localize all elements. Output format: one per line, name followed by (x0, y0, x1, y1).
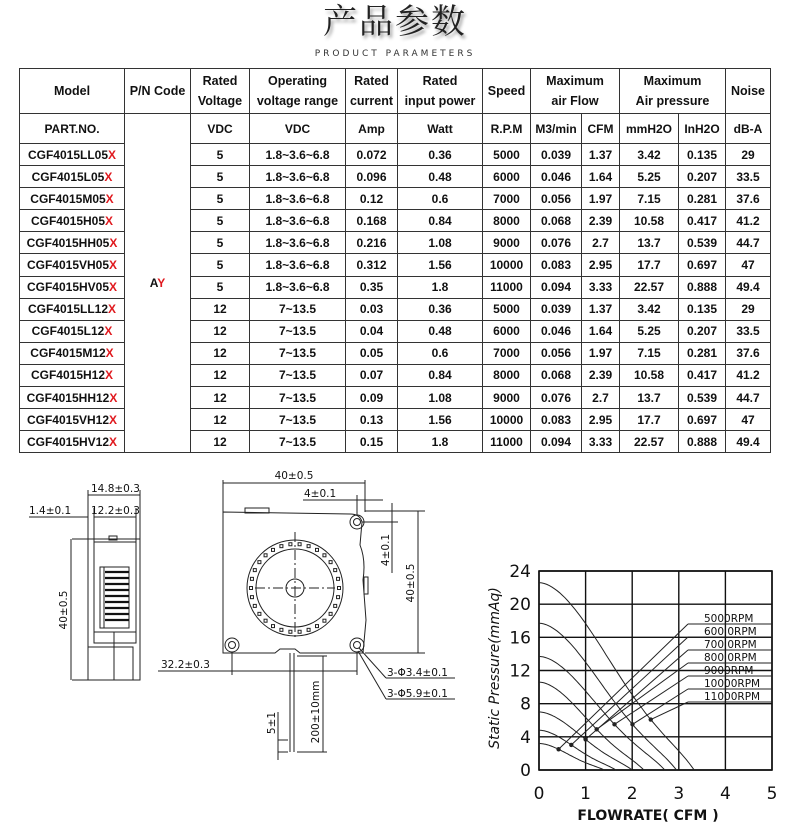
cell-db: 44.7 (726, 232, 771, 254)
cell-inh2o: 0.697 (679, 409, 726, 431)
cell-watt: 0.36 (398, 298, 483, 320)
cell-inh2o: 0.697 (679, 254, 726, 276)
cell-m3: 0.039 (531, 298, 582, 320)
dim-side-offset: 1.4±0.1 (29, 505, 72, 517)
cell-watt: 1.8 (398, 276, 483, 298)
model-cell: CGF4015L12X (20, 320, 125, 342)
cell-amp: 0.13 (346, 409, 398, 431)
cell-amp: 0.15 (346, 431, 398, 453)
cell-amp: 0.168 (346, 210, 398, 232)
cell-inh2o: 0.135 (679, 144, 726, 166)
cell-v: 5 (191, 144, 250, 166)
cell-cfm: 3.33 (582, 276, 620, 298)
model-cell: CGF4015LL05X (20, 144, 125, 166)
cell-mmh2o: 17.7 (620, 254, 679, 276)
cell-rpm: 5000 (483, 144, 531, 166)
cell-db: 37.6 (726, 342, 771, 364)
model-cell: CGF4015H05X (20, 210, 125, 232)
dim-front-hole-offset-y: 4±0.1 (380, 533, 392, 567)
chart-legend-label: 10000RPM (704, 678, 761, 690)
model-cell: CGF4015H12X (20, 364, 125, 386)
cell-mmh2o: 13.7 (620, 387, 679, 409)
cell-watt: 1.08 (398, 232, 483, 254)
dim-hole-large: 3-Φ5.9±0.1 (387, 688, 448, 700)
cell-m3: 0.046 (531, 166, 582, 188)
cell-amp: 0.05 (346, 342, 398, 364)
unit-m3min: M3/min (531, 114, 582, 144)
cell-range: 1.8~3.6~6.8 (250, 166, 346, 188)
cell-rpm: 10000 (483, 254, 531, 276)
header-pn-code: P/N Code (125, 69, 191, 114)
impeller-tooth (289, 630, 292, 633)
cell-range: 1.8~3.6~6.8 (250, 210, 346, 232)
cell-range: 1.8~3.6~6.8 (250, 276, 346, 298)
cell-db: 47 (726, 254, 771, 276)
chart-ytick-label: 4 (520, 727, 531, 748)
cell-amp: 0.03 (346, 298, 398, 320)
header-operating-range: Operating voltage range (250, 69, 346, 114)
cell-cfm: 2.7 (582, 387, 620, 409)
unit-inh2o: InH2O (679, 114, 726, 144)
chart-xtick-label: 0 (533, 784, 545, 804)
cell-m3: 0.056 (531, 342, 582, 364)
chart-ytick-label: 24 (509, 562, 531, 582)
cell-db: 33.5 (726, 320, 771, 342)
dim-wire-length: 200±10mm (310, 680, 322, 744)
cell-inh2o: 0.135 (679, 298, 726, 320)
unit-dba: dB-A (726, 114, 771, 144)
cell-cfm: 1.37 (582, 298, 620, 320)
cell-cfm: 1.97 (582, 188, 620, 210)
cell-inh2o: 0.417 (679, 210, 726, 232)
impeller-tooth (323, 619, 326, 622)
cell-v: 5 (191, 188, 250, 210)
cell-mmh2o: 10.58 (620, 210, 679, 232)
impeller-tooth (258, 612, 261, 615)
cell-watt: 1.56 (398, 254, 483, 276)
cell-rpm: 9000 (483, 387, 531, 409)
chart-xlabel: FLOWRATE( CFM ) (577, 808, 719, 824)
cell-amp: 0.096 (346, 166, 398, 188)
side-view (29, 490, 140, 680)
impeller-tooth (337, 577, 340, 580)
unit-rpm: R.P.M (483, 114, 531, 144)
cell-cfm: 1.37 (582, 144, 620, 166)
impeller-tooth (307, 628, 310, 631)
impeller-tooth (250, 587, 253, 590)
cell-db: 33.5 (726, 166, 771, 188)
dim-hole-spacing: 32.2±0.3 (161, 659, 210, 671)
cell-db: 37.6 (726, 188, 771, 210)
cell-range: 1.8~3.6~6.8 (250, 188, 346, 210)
model-cell: CGF4015HV12X (20, 431, 125, 453)
impeller-tooth (264, 554, 267, 557)
cell-mmh2o: 5.25 (620, 166, 679, 188)
unit-vdc: VDC (191, 114, 250, 144)
cell-rpm: 11000 (483, 276, 531, 298)
chart-ytick-label: 0 (520, 761, 531, 781)
cell-inh2o: 0.281 (679, 188, 726, 210)
impeller-tooth (264, 619, 267, 622)
impeller-tooth (258, 561, 261, 564)
cell-mmh2o: 22.57 (620, 276, 679, 298)
cell-amp: 0.216 (346, 232, 398, 254)
impeller-tooth (298, 543, 301, 546)
cell-range: 1.8~3.6~6.8 (250, 232, 346, 254)
impeller-tooth (334, 569, 337, 572)
cell-v: 5 (191, 232, 250, 254)
cell-m3: 0.056 (531, 188, 582, 210)
cell-rpm: 7000 (483, 188, 531, 210)
cell-m3: 0.083 (531, 254, 582, 276)
cell-v: 12 (191, 431, 250, 453)
cell-db: 41.2 (726, 364, 771, 386)
cell-rpm: 5000 (483, 298, 531, 320)
header-rated-current: Rated current (346, 69, 398, 114)
chart-xtick-label: 3 (673, 784, 685, 804)
cell-watt: 1.08 (398, 387, 483, 409)
unit-part-no: PART.NO. (20, 114, 125, 144)
cell-amp: 0.04 (346, 320, 398, 342)
cell-mmh2o: 7.15 (620, 188, 679, 210)
impeller-tooth (316, 625, 319, 628)
cell-range: 7~13.5 (250, 387, 346, 409)
cell-cfm: 1.64 (582, 166, 620, 188)
cell-rpm: 6000 (483, 166, 531, 188)
impeller-tooth (253, 569, 256, 572)
cell-inh2o: 0.281 (679, 342, 726, 364)
impeller-tooth (316, 548, 319, 551)
impeller-tooth (289, 543, 292, 546)
cell-m3: 0.039 (531, 144, 582, 166)
model-cell: CGF4015M12X (20, 342, 125, 364)
cell-mmh2o: 3.42 (620, 144, 679, 166)
impeller-tooth (280, 628, 283, 631)
cell-cfm: 1.97 (582, 342, 620, 364)
cell-mmh2o: 10.58 (620, 364, 679, 386)
cell-v: 12 (191, 298, 250, 320)
cell-range: 7~13.5 (250, 342, 346, 364)
cell-db: 44.7 (726, 387, 771, 409)
pn-code-cell: AY (125, 114, 191, 453)
cell-inh2o: 0.539 (679, 232, 726, 254)
chart-arrow-head (594, 727, 598, 731)
unit-cfm: CFM (582, 114, 620, 144)
header-noise: Noise (726, 69, 771, 114)
cell-inh2o: 0.539 (679, 387, 726, 409)
chart-legend-label: 5000RPM (704, 613, 754, 625)
cell-db: 49.4 (726, 431, 771, 453)
cell-inh2o: 0.888 (679, 431, 726, 453)
cell-db: 29 (726, 144, 771, 166)
cell-inh2o: 0.888 (679, 276, 726, 298)
cell-m3: 0.094 (531, 431, 582, 453)
impeller-tooth (250, 596, 253, 599)
cell-amp: 0.35 (346, 276, 398, 298)
impeller-tooth (250, 577, 253, 580)
cell-mmh2o: 3.42 (620, 298, 679, 320)
chart-ytick-label: 16 (509, 628, 531, 649)
cell-db: 47 (726, 409, 771, 431)
cell-range: 7~13.5 (250, 364, 346, 386)
impeller-tooth (253, 604, 256, 607)
cell-amp: 0.07 (346, 364, 398, 386)
chart-series-line (539, 583, 694, 770)
dim-front-width: 40±0.5 (274, 470, 314, 482)
cell-watt: 0.36 (398, 144, 483, 166)
cell-mmh2o: 22.57 (620, 431, 679, 453)
impeller-tooth (334, 604, 337, 607)
pressure-flow-chart (509, 562, 777, 804)
dim-wire-strip: 5±1 (266, 711, 278, 735)
model-cell: CGF4015VH05X (20, 254, 125, 276)
cell-watt: 0.48 (398, 320, 483, 342)
cell-db: 41.2 (726, 210, 771, 232)
header-air-flow: Maximum air Flow (531, 69, 620, 114)
unit-amp: Amp (346, 114, 398, 144)
cell-amp: 0.312 (346, 254, 398, 276)
model-cell: CGF4015M05X (20, 188, 125, 210)
cell-v: 12 (191, 387, 250, 409)
cell-mmh2o: 13.7 (620, 232, 679, 254)
model-cell: CGF4015L05X (20, 166, 125, 188)
cell-amp: 0.09 (346, 387, 398, 409)
cell-v: 5 (191, 166, 250, 188)
cell-amp: 0.072 (346, 144, 398, 166)
front-view (158, 480, 455, 760)
cell-v: 5 (191, 254, 250, 276)
impeller-tooth (323, 554, 326, 557)
cell-cfm: 2.95 (582, 254, 620, 276)
dim-front-height: 40±0.5 (405, 563, 417, 603)
cell-watt: 0.6 (398, 342, 483, 364)
cell-cfm: 2.95 (582, 409, 620, 431)
model-cell: CGF4015LL12X (20, 298, 125, 320)
cell-v: 12 (191, 320, 250, 342)
chart-xtick-label: 5 (766, 784, 778, 804)
model-cell: CGF4015HV05X (20, 276, 125, 298)
model-cell: CGF4015HH12X (20, 387, 125, 409)
impeller-tooth (329, 561, 332, 564)
chart-xtick-label: 1 (580, 784, 592, 804)
chart-legend-label: 700 0RPM (704, 639, 757, 651)
impeller-tooth (272, 625, 275, 628)
chart-ylabel: Static Pressure(mmAq) (487, 587, 503, 749)
cell-watt: 1.8 (398, 431, 483, 453)
chart-arrow-head (583, 737, 587, 741)
cell-cfm: 1.64 (582, 320, 620, 342)
chart-ytick-label: 12 (509, 661, 531, 682)
chart-ytick-label: 20 (509, 595, 531, 616)
impeller-tooth (307, 545, 310, 548)
chart-xtick-label: 4 (719, 784, 731, 804)
chart-legend-label: 600 0RPM (704, 626, 757, 638)
cell-watt: 0.48 (398, 166, 483, 188)
cell-cfm: 3.33 (582, 431, 620, 453)
cell-m3: 0.076 (531, 232, 582, 254)
cell-mmh2o: 5.25 (620, 320, 679, 342)
cell-v: 5 (191, 276, 250, 298)
impeller-tooth (329, 612, 332, 615)
chart-series-line (539, 744, 604, 771)
cell-rpm: 10000 (483, 409, 531, 431)
chart-ytick-label: 8 (520, 694, 531, 715)
cell-rpm: 11000 (483, 431, 531, 453)
model-cell: CGF4015HH05X (20, 232, 125, 254)
cell-cfm: 2.39 (582, 364, 620, 386)
cell-inh2o: 0.207 (679, 320, 726, 342)
cell-range: 7~13.5 (250, 409, 346, 431)
cell-m3: 0.068 (531, 210, 582, 232)
chart-xtick-label: 2 (626, 784, 638, 804)
cell-inh2o: 0.207 (679, 166, 726, 188)
cell-range: 7~13.5 (250, 431, 346, 453)
cell-watt: 0.84 (398, 364, 483, 386)
cell-range: 7~13.5 (250, 320, 346, 342)
cell-m3: 0.094 (531, 276, 582, 298)
cell-db: 29 (726, 298, 771, 320)
cell-rpm: 9000 (483, 232, 531, 254)
impeller-tooth (280, 545, 283, 548)
cell-db: 49.4 (726, 276, 771, 298)
cell-m3: 0.046 (531, 320, 582, 342)
cell-m3: 0.068 (531, 364, 582, 386)
cell-range: 1.8~3.6~6.8 (250, 144, 346, 166)
page-title: 产品参数 (323, 2, 467, 42)
cell-watt: 0.6 (398, 188, 483, 210)
chart-legend-label: 11000RPM (704, 691, 761, 703)
dim-hole-small: 3-Φ3.4±0.1 (387, 667, 448, 679)
unit-vdc-range: VDC (250, 114, 346, 144)
dim-front-hole-offset-x: 4±0.1 (304, 488, 337, 500)
chart-arrow-head (556, 747, 560, 751)
chart-arrow-head (612, 722, 616, 726)
cell-inh2o: 0.417 (679, 364, 726, 386)
chart-leader-line (559, 624, 688, 749)
cell-rpm: 8000 (483, 364, 531, 386)
chart-arrow-head (569, 743, 573, 747)
cell-range: 7~13.5 (250, 298, 346, 320)
cell-m3: 0.076 (531, 387, 582, 409)
unit-mmh2o: mmH2O (620, 114, 679, 144)
header-speed: Speed (483, 69, 531, 114)
chart-legend-label: 800 0RPM (704, 652, 757, 664)
cell-mmh2o: 7.15 (620, 342, 679, 364)
chart-arrow-head (649, 717, 653, 721)
dim-side-width-inner: 12.2±0.3 (91, 505, 140, 517)
chart-legend-label: 9000RPM (704, 665, 754, 677)
cell-rpm: 6000 (483, 320, 531, 342)
impeller-tooth (298, 630, 301, 633)
unit-watt: Watt (398, 114, 483, 144)
model-cell: CGF4015VH12X (20, 409, 125, 431)
cell-v: 12 (191, 364, 250, 386)
cell-rpm: 8000 (483, 210, 531, 232)
header-model: Model (20, 69, 125, 114)
chart-arrow-head (630, 722, 634, 726)
cell-watt: 0.84 (398, 210, 483, 232)
header-rated-power: Rated input power (398, 69, 483, 114)
cell-v: 12 (191, 409, 250, 431)
header-air-pressure: Maximum Air pressure (620, 69, 726, 114)
impeller-tooth (337, 596, 340, 599)
cell-cfm: 2.39 (582, 210, 620, 232)
cell-v: 12 (191, 342, 250, 364)
chart-leader-line (651, 702, 688, 720)
cell-cfm: 2.7 (582, 232, 620, 254)
dim-side-width-total: 14.8±0.3 (91, 483, 140, 495)
cell-watt: 1.56 (398, 409, 483, 431)
impeller-tooth (272, 548, 275, 551)
dim-side-height: 40±0.5 (58, 590, 70, 630)
page-subtitle: PRODUCT PARAMETERS (314, 49, 476, 59)
cell-mmh2o: 17.7 (620, 409, 679, 431)
cell-m3: 0.083 (531, 409, 582, 431)
chart-leader-line (614, 676, 688, 724)
impeller-tooth (338, 587, 341, 590)
header-rated-voltage: Rated Voltage (191, 69, 250, 114)
cell-range: 1.8~3.6~6.8 (250, 254, 346, 276)
cell-v: 5 (191, 210, 250, 232)
cell-amp: 0.12 (346, 188, 398, 210)
cell-rpm: 7000 (483, 342, 531, 364)
